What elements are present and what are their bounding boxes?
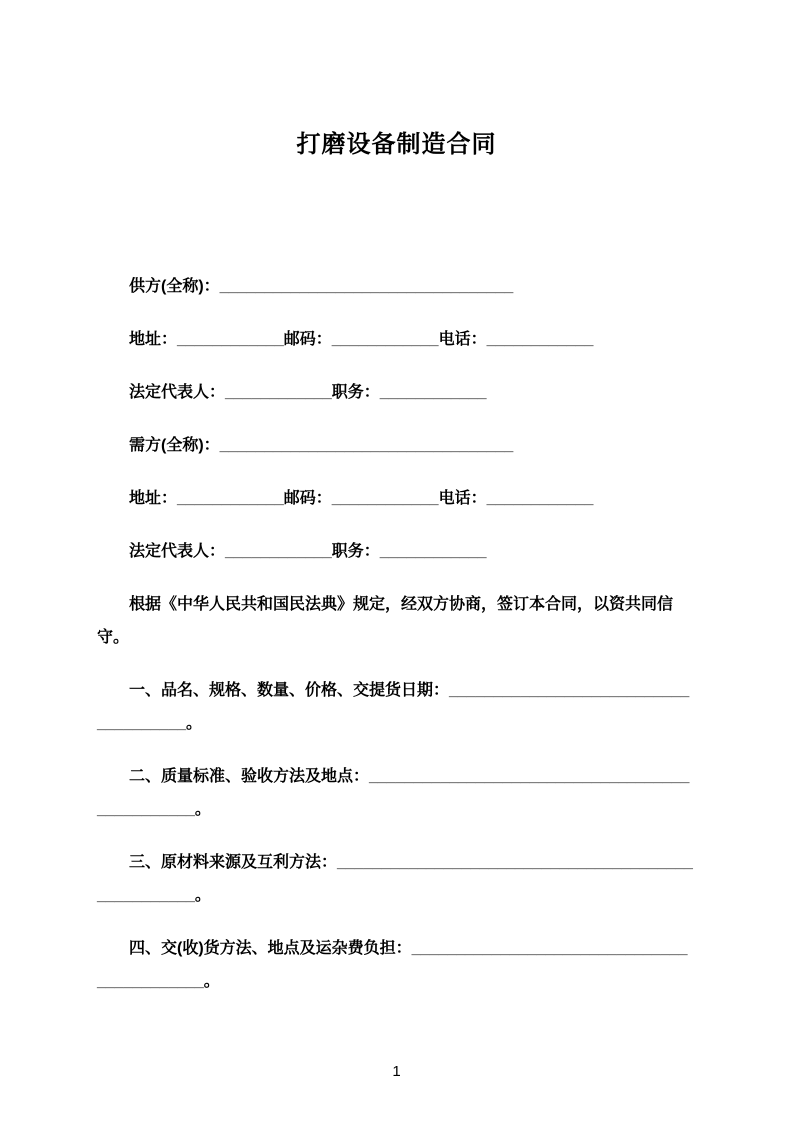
- paragraph-supplier-name: 供方(全称)：_________________________________: [129, 278, 514, 295]
- paragraph-buyer-representative: 法定代表人：____________职务：____________: [129, 543, 487, 560]
- paragraph-clause-2: 二、质量标准、验收方法及地点：_______________________________________________。: [97, 768, 690, 818]
- page-title: 打磨设备制造合同: [296, 131, 497, 158]
- document-body: [97, 270, 696, 998]
- paragraph-buyer-contact: 地址：____________邮码：____________电话：____________: [129, 490, 594, 507]
- paragraph-preamble: 根据《中华人民共和国民法典》规定，经双方协商，签订本合同，以资共同信守。: [97, 596, 674, 646]
- paragraph-supplier-representative: 法定代表人：____________职务：____________: [129, 384, 487, 401]
- paragraph-supplier-contact: 地址：____________邮码：____________电话：____________: [129, 331, 594, 348]
- paragraph-clause-3: 三、原材料来源及互利方法：___________________________________________________。: [97, 854, 693, 904]
- page-number: 1: [392, 1063, 401, 1080]
- paragraph-buyer-name: 需方(全称)：_________________________________: [129, 437, 514, 454]
- paragraph-clause-4: 四、交(收)货方法、地点及运杂费负担：___________________________________________。: [97, 940, 688, 990]
- paragraph-clause-1: 一、品名、规格、数量、价格、交提货日期：_____________________________________。: [97, 682, 690, 732]
